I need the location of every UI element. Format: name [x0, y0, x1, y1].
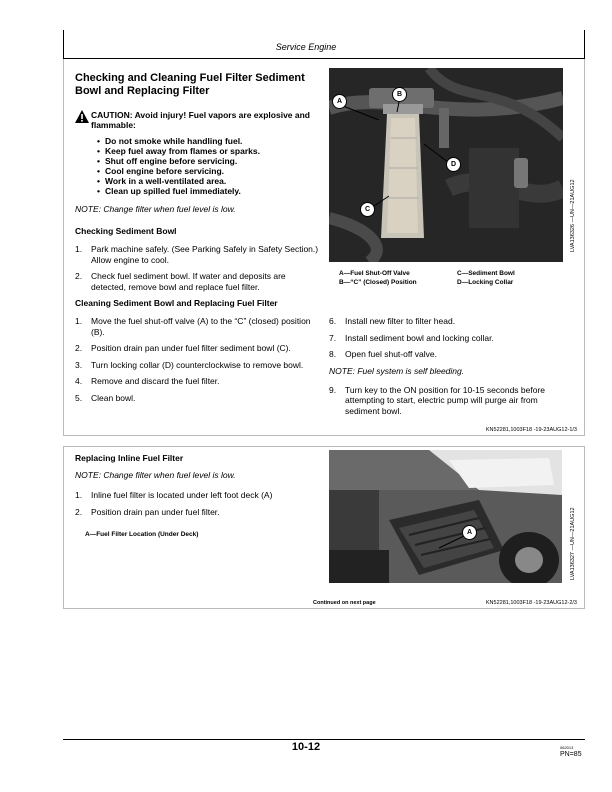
step-text: Position drain pan under fuel filter sediment bowl (C).: [91, 343, 291, 353]
foot-deck-illustration: [329, 450, 562, 583]
step-number: 1.: [75, 316, 83, 326]
photo-id-1: LVA136326 —UN—21AUG12: [570, 179, 576, 252]
step-item: [75, 507, 320, 518]
step-item: [75, 393, 320, 404]
photo2-callout-a: A: [462, 525, 477, 540]
checking-steps: [75, 244, 320, 292]
step-item: [329, 385, 574, 417]
photo-callout-a: A: [332, 94, 347, 109]
step-text: Clean bowl.: [91, 392, 136, 403]
step-text: Check fuel sediment bowl. If water and deposits are detected, remove bowl and replace fuel filter.: [91, 271, 286, 292]
continued-label: Continued on next page: [313, 600, 376, 606]
step-text: Remove and discard the fuel filter.: [91, 376, 220, 386]
caution-bullet: • Work in a well-ventilated area.: [97, 176, 320, 186]
step-number: 7.: [329, 332, 337, 343]
step-number: 2.: [75, 271, 83, 281]
self-bleeding-note: NOTE: Fuel system is self bleeding.: [329, 365, 465, 376]
section1-bottom-border: [63, 435, 585, 436]
revision-code: 062013: [560, 745, 574, 750]
step-number: 2.: [75, 506, 83, 517]
step-number: 1.: [75, 490, 83, 500]
caution-bullet: • Clean up spilled fuel immediately.: [97, 186, 320, 196]
caution-bullets: [97, 136, 320, 196]
legend-c: C—Sediment Bowl: [457, 270, 515, 277]
step-number: 6.: [329, 316, 337, 326]
step-text: Turn locking collar (D) counterclockwise to remove bowl.: [91, 359, 304, 370]
inline-filter-steps: [75, 490, 320, 517]
running-header: Service Engine: [275, 42, 337, 52]
legend-a: A—Fuel Shut-Off Valve: [339, 270, 410, 277]
section2-reference-code: KN52281,1003F18 -19-23AUG12-2/3: [485, 600, 577, 606]
step-text: Open fuel shut-off valve.: [345, 349, 437, 359]
page-number: 10-12: [291, 741, 321, 753]
step-item: [329, 333, 574, 344]
photo-id-2: LVA136327 —UN—21AUG12: [570, 507, 576, 580]
section1-title: Checking and Cleaning Fuel Filter Sediment Bowl and Replacing Filter: [75, 72, 305, 97]
step-item: [75, 244, 320, 265]
step-number: 9.: [329, 384, 337, 395]
section2-top-border: [63, 446, 585, 447]
final-steps: [329, 385, 574, 417]
header-bottom-rule: [63, 58, 585, 59]
section1-reference-code: KN52281,1003F18 -19-23AUG12-1/3: [485, 427, 577, 433]
step-text: Position drain pan under fuel filter.: [91, 506, 220, 517]
pn-label: PN=85: [560, 751, 582, 758]
caution-bullet: • Cool engine before servicing.: [97, 166, 320, 176]
warning-triangle-icon: [75, 110, 89, 123]
step-text: Turn key to the ON position for 10-15 seconds before attempting to start, electric pump will purge air from sediment bowl.: [345, 384, 546, 416]
section2-legend: A—Fuel Filter Location (Under Deck): [85, 531, 199, 538]
section1-left-column: [75, 72, 320, 409]
section2-bottom-border: [63, 608, 585, 609]
step-text: Move the fuel shut-off valve (A) to the “C” (closed) position (B).: [91, 316, 311, 337]
step-number: 5.: [75, 392, 83, 403]
header-left-rule: [63, 30, 64, 58]
caution-bullet: • Shut off engine before servicing.: [97, 156, 320, 166]
cleaning-steps: [75, 316, 320, 403]
section1-left-border: [63, 59, 64, 435]
section2-right-border: [584, 446, 585, 608]
subsection-title-checking: Checking Sediment Bowl: [75, 226, 177, 236]
step-item: [75, 271, 320, 292]
step-text: Install new filter to filter head.: [345, 316, 456, 326]
fuel-filter-photo: [329, 68, 563, 262]
foot-deck-photo: [329, 450, 562, 583]
section2-note: NOTE: Change filter when fuel level is low.: [75, 470, 236, 480]
section1-right-column: [329, 316, 574, 422]
step-item: [329, 316, 574, 327]
section2-title: Replacing Inline Fuel Filter: [75, 453, 184, 463]
step-item: [75, 490, 320, 501]
step-number: 1.: [75, 244, 83, 254]
header-right-rule: [584, 30, 585, 58]
step-number: 3.: [75, 359, 83, 370]
step-number: 4.: [75, 376, 83, 386]
footer-rule: [63, 739, 585, 740]
section1-note: NOTE: Change filter when fuel level is low.: [75, 204, 236, 214]
caution-block: [75, 110, 320, 130]
step-item: [75, 376, 320, 387]
photo-callout-c: C: [360, 202, 375, 217]
section2-left-column: [75, 453, 320, 523]
step-text: Install sediment bowl and locking collar.: [345, 332, 494, 343]
step-text: Inline fuel filter is located under left foot deck (A): [91, 490, 273, 500]
step-number: 2.: [75, 343, 83, 353]
caution-text: CAUTION: Avoid injury! Fuel vapors are explosive and flammable:: [91, 110, 310, 130]
photo-callout-b: B: [392, 87, 407, 102]
step-item: [329, 349, 574, 360]
step-text: Park machine safely. (See Parking Safely in Safety Section.) Allow engine to cool.: [91, 244, 319, 265]
step-item: [75, 360, 320, 371]
caution-bullet: • Do not smoke while handling fuel.: [97, 136, 320, 146]
subsection-title-cleaning: Cleaning Sediment Bowl and Replacing Fuel Filter: [75, 298, 278, 308]
caution-bullet: • Keep fuel away from flames or sparks.: [97, 146, 320, 156]
step-number: 8.: [329, 349, 337, 359]
step-item: [75, 316, 320, 337]
legend-d: D—Locking Collar: [457, 279, 514, 286]
photo-callout-d: D: [446, 157, 461, 172]
step-item: [75, 343, 320, 354]
legend-b: B—“C” (Closed) Position: [339, 279, 417, 286]
install-steps: [329, 316, 574, 360]
section2-left-border: [63, 446, 64, 608]
section1-right-border: [584, 59, 585, 435]
